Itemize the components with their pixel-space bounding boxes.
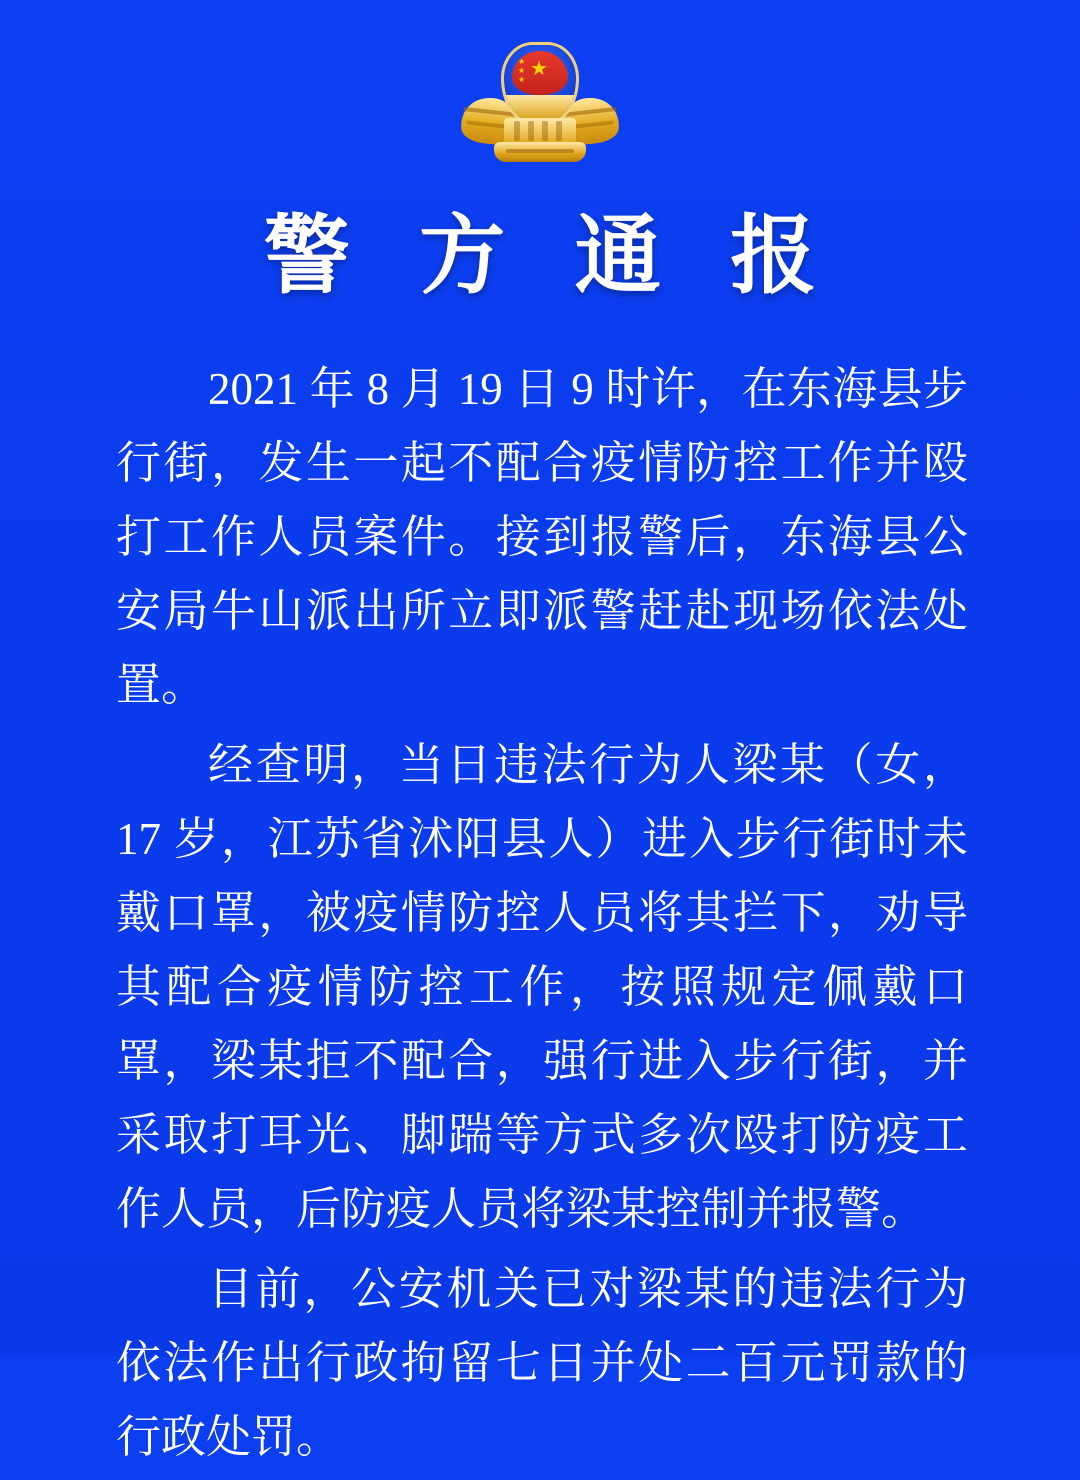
emblem-shield-icon (501, 42, 579, 124)
emblem-pillar (542, 121, 548, 141)
notice-body (116, 352, 968, 1480)
page-title: 警 方 通 报 (263, 208, 841, 304)
emblem-pillar (514, 121, 520, 141)
emblem-pillar (528, 121, 534, 141)
notice-paragraph: 2021 年 8 月 19 日 9 时许，在东海县步行街，发生一起不配合疫情防控工作并殴打工作人员案件。接到报警后，东海县公安局牛山派出所立即派警赶赴现场依法处置。 (116, 364, 968, 710)
police-emblem-icon (460, 42, 620, 166)
emblem-star-icon: ★ (530, 58, 548, 80)
emblem-small-stars-icon: ★ ★ ★ (518, 57, 526, 84)
notice-paragraph: 经查明，当日违法行为人梁某（女，17 岁，江苏省沭阳县人）进入步行街时未戴口罩，被疫情防控人员将其拦下，劝导其配合疫情防控工作，按照规定佩戴口罩，梁某拒不配合，强行进入步行街，并采取打耳光、脚踹等方式多次殴打防疫工作人员，后防疫人员将梁某控制并报警。 (116, 740, 968, 1234)
notice-paragraph: 目前，公安机关已对梁某的违法行为依法作出行政拘留七日并处二百元罚款的行政处罚。 (116, 1264, 968, 1462)
emblem-base (494, 142, 586, 162)
emblem-container (0, 42, 1080, 166)
emblem-pillar (556, 121, 562, 141)
emblem-pillars (504, 118, 576, 144)
